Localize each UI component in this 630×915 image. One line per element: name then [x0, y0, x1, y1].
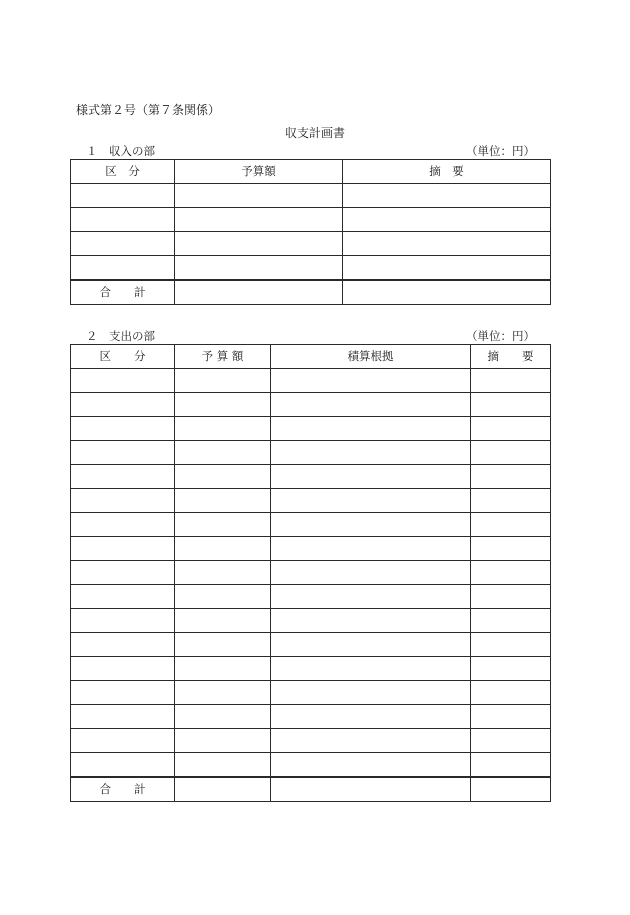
income-table-cell[interactable] — [343, 256, 551, 281]
expense-table-cell[interactable] — [175, 705, 271, 729]
expense-table-cell[interactable] — [471, 417, 551, 441]
expense-table-cell[interactable] — [471, 753, 551, 778]
expense-table-row — [71, 705, 551, 729]
expense-header-budget: 予 算 額 — [175, 345, 271, 369]
income-table-row — [71, 256, 551, 281]
income-table-cell[interactable] — [175, 232, 343, 256]
income-table-cell[interactable] — [71, 184, 175, 208]
expense-table-cell[interactable] — [71, 681, 175, 705]
income-total-cell[interactable] — [343, 280, 551, 305]
expense-table-cell[interactable] — [471, 633, 551, 657]
expense-table-cell[interactable] — [175, 417, 271, 441]
expense-header-basis: 積算根拠 — [271, 345, 471, 369]
income-table-cell[interactable] — [343, 232, 551, 256]
expense-table-cell[interactable] — [175, 393, 271, 417]
expense-table-cell[interactable] — [271, 657, 471, 681]
expense-table-row — [71, 513, 551, 537]
expense-table-row — [71, 657, 551, 681]
income-table-cell[interactable] — [71, 208, 175, 232]
expense-table-cell[interactable] — [471, 465, 551, 489]
expense-unit-label: （単位：円） — [466, 329, 535, 343]
expense-table-cell[interactable] — [471, 609, 551, 633]
income-table-cell[interactable] — [71, 232, 175, 256]
expense-table-cell[interactable] — [271, 489, 471, 513]
expense-table-cell[interactable] — [271, 417, 471, 441]
expense-table-cell[interactable] — [271, 681, 471, 705]
expense-table-cell[interactable] — [175, 753, 271, 778]
income-header-row — [71, 160, 551, 184]
expense-table-cell[interactable] — [175, 465, 271, 489]
expense-table-cell[interactable] — [71, 369, 175, 393]
expense-table-cell[interactable] — [471, 537, 551, 561]
expense-table-row — [71, 753, 551, 778]
expense-table-cell[interactable] — [471, 681, 551, 705]
form-label: 様式第２号（第７条関係） — [76, 103, 221, 117]
income-table-cell[interactable] — [175, 184, 343, 208]
income-table-cell[interactable] — [175, 256, 343, 281]
expense-table-cell[interactable] — [175, 441, 271, 465]
expense-table-cell[interactable] — [271, 369, 471, 393]
expense-table-cell[interactable] — [471, 441, 551, 465]
expense-table-cell[interactable] — [175, 369, 271, 393]
expense-table-cell[interactable] — [175, 489, 271, 513]
expense-table-cell[interactable] — [175, 561, 271, 585]
income-table — [70, 159, 551, 305]
expense-header-category: 区 分 — [71, 345, 175, 369]
expense-table-cell[interactable] — [271, 729, 471, 753]
expense-table-cell[interactable] — [175, 657, 271, 681]
expense-total-cell[interactable] — [175, 777, 271, 802]
expense-table-cell[interactable] — [175, 513, 271, 537]
expense-table-body — [71, 369, 551, 802]
income-table-cell[interactable] — [343, 208, 551, 232]
expense-table-cell[interactable] — [71, 657, 175, 681]
expense-table-row — [71, 609, 551, 633]
income-header-budget: 予算額 — [175, 160, 343, 184]
income-table-cell[interactable] — [343, 184, 551, 208]
expense-table-row — [71, 393, 551, 417]
income-section-heading: １ 収入の部 — [86, 144, 155, 158]
expense-table-cell[interactable] — [471, 489, 551, 513]
expense-table-cell[interactable] — [71, 609, 175, 633]
income-header-category: 区 分 — [71, 160, 175, 184]
expense-table-cell[interactable] — [71, 417, 175, 441]
income-table-row — [71, 232, 551, 256]
expense-table-cell[interactable] — [271, 753, 471, 778]
income-total-label: 合 計 — [71, 280, 175, 305]
expense-table-cell[interactable] — [71, 729, 175, 753]
expense-table-cell[interactable] — [471, 729, 551, 753]
expense-table-cell[interactable] — [271, 609, 471, 633]
expense-table-cell[interactable] — [271, 633, 471, 657]
expense-total-cell[interactable] — [271, 777, 471, 802]
expense-table-row — [71, 369, 551, 393]
expense-table-row — [71, 441, 551, 465]
expense-table-row — [71, 537, 551, 561]
income-table-cell[interactable] — [71, 256, 175, 281]
expense-total-cell[interactable] — [471, 777, 551, 802]
expense-table-cell[interactable] — [71, 489, 175, 513]
expense-table-cell[interactable] — [175, 729, 271, 753]
expense-table-row — [71, 561, 551, 585]
expense-table-cell[interactable] — [71, 513, 175, 537]
expense-section-heading: ２ 支出の部 — [86, 329, 155, 343]
income-table-row — [71, 208, 551, 232]
expense-table-cell[interactable] — [471, 513, 551, 537]
expense-table-row — [71, 465, 551, 489]
expense-table-cell[interactable] — [175, 537, 271, 561]
expense-total-row — [71, 777, 551, 802]
expense-header-row — [71, 345, 551, 369]
expense-table-cell[interactable] — [271, 513, 471, 537]
expense-table-cell[interactable] — [175, 681, 271, 705]
expense-table-row — [71, 729, 551, 753]
expense-table-cell[interactable] — [271, 393, 471, 417]
expense-table-row — [71, 417, 551, 441]
expense-header-remarks: 摘 要 — [471, 345, 551, 369]
income-table-body — [71, 184, 551, 305]
income-total-row — [71, 280, 551, 305]
expense-table-row — [71, 633, 551, 657]
expense-table-cell[interactable] — [71, 465, 175, 489]
expense-table-cell[interactable] — [471, 585, 551, 609]
expense-table-cell[interactable] — [71, 753, 175, 778]
expense-table-row — [71, 489, 551, 513]
expense-table-cell[interactable] — [71, 633, 175, 657]
expense-table-cell[interactable] — [71, 585, 175, 609]
expense-table-cell[interactable] — [271, 537, 471, 561]
expense-table-cell[interactable] — [471, 657, 551, 681]
expense-table-cell[interactable] — [471, 369, 551, 393]
income-header-remarks: 摘 要 — [343, 160, 551, 184]
document-title: 収支計画書 — [284, 126, 345, 140]
income-total-cell[interactable] — [175, 280, 343, 305]
expense-table-row — [71, 681, 551, 705]
expense-table-cell[interactable] — [71, 561, 175, 585]
expense-table-cell[interactable] — [471, 561, 551, 585]
expense-table-cell[interactable] — [175, 585, 271, 609]
expense-table-cell[interactable] — [175, 633, 271, 657]
expense-table-cell[interactable] — [271, 561, 471, 585]
expense-table-cell[interactable] — [471, 393, 551, 417]
expense-table-cell[interactable] — [71, 537, 175, 561]
expense-table-cell[interactable] — [71, 705, 175, 729]
expense-table-cell[interactable] — [271, 465, 471, 489]
expense-table-cell[interactable] — [175, 609, 271, 633]
income-table-row — [71, 184, 551, 208]
expense-total-label: 合 計 — [71, 777, 175, 802]
expense-table-cell[interactable] — [471, 705, 551, 729]
expense-table-cell[interactable] — [271, 441, 471, 465]
expense-table-cell[interactable] — [271, 705, 471, 729]
income-table-cell[interactable] — [175, 208, 343, 232]
income-unit-label: （単位：円） — [466, 144, 535, 158]
expense-table-cell[interactable] — [71, 441, 175, 465]
expense-table — [70, 344, 551, 802]
expense-table-cell[interactable] — [271, 585, 471, 609]
expense-table-cell[interactable] — [71, 393, 175, 417]
expense-table-row — [71, 585, 551, 609]
